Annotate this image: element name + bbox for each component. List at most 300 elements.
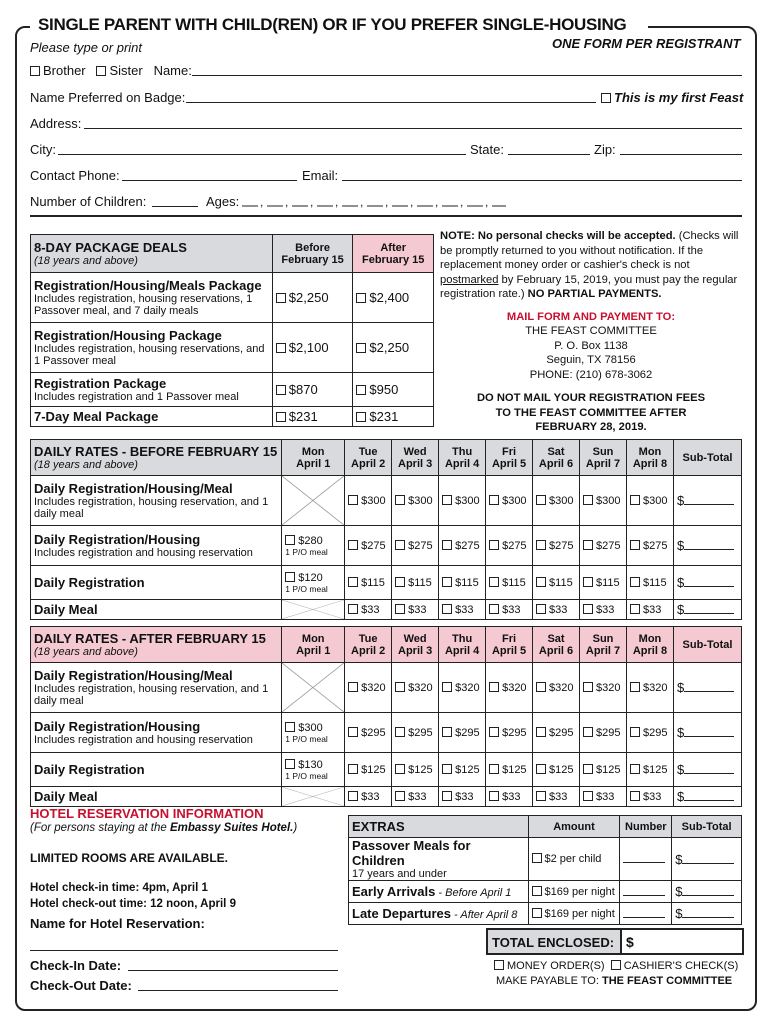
passover-note: 1 P/O meal	[285, 770, 328, 781]
dollar-sign: $	[676, 680, 685, 695]
checkbox[interactable]	[442, 764, 452, 774]
svg-text:,: ,	[310, 195, 314, 208]
no-partial-payments: NO PARTIAL PAYMENTS.	[527, 288, 662, 300]
monday-price[interactable]	[282, 566, 345, 600]
sister-label: Sister	[109, 63, 143, 78]
checkbox[interactable]	[285, 535, 295, 545]
rate-name: Daily Registration/Housing/Meal	[34, 481, 233, 496]
day-price[interactable]	[626, 566, 673, 600]
city-field[interactable]	[58, 154, 466, 155]
checkbox[interactable]	[532, 908, 542, 918]
children-count-field[interactable]	[152, 206, 198, 207]
checkbox[interactable]	[285, 759, 295, 769]
number-field[interactable]	[620, 881, 672, 903]
checkbox[interactable]	[489, 727, 499, 737]
checkbox[interactable]	[348, 577, 358, 587]
price: $320	[549, 681, 574, 694]
price: $33	[502, 603, 521, 616]
day-price[interactable]	[626, 713, 673, 753]
mail-block	[440, 310, 742, 383]
day-price[interactable]	[486, 526, 533, 566]
after-date: February 15	[362, 253, 425, 266]
monday-price[interactable]	[282, 753, 345, 787]
checkbox[interactable]	[442, 791, 452, 801]
extra-amount[interactable]	[528, 903, 620, 925]
price: $115	[455, 576, 479, 589]
table-row	[31, 600, 742, 620]
unavailable-cell	[282, 787, 345, 807]
day-price[interactable]	[486, 663, 533, 713]
package-desc: Includes registration, housing reservations, and 1 Passover meal	[34, 343, 265, 367]
badge-label: Name Preferred on Badge:	[30, 90, 186, 105]
checkbox[interactable]	[395, 727, 405, 737]
price: $125	[455, 763, 480, 776]
day-name: Tue	[358, 445, 378, 458]
dollar-sign: $	[626, 934, 634, 950]
price: $320	[455, 681, 480, 694]
day-price[interactable]	[345, 787, 392, 807]
address-line: Seguin, TX 78156	[546, 354, 636, 366]
before-price-cell[interactable]	[272, 407, 353, 427]
day-price[interactable]	[392, 526, 439, 566]
rate-name: Daily Meal	[34, 602, 98, 617]
day-price[interactable]	[626, 663, 673, 713]
number-field[interactable]	[620, 903, 672, 925]
sibling-row	[30, 63, 192, 78]
checkbox[interactable]	[395, 604, 405, 614]
checkbox[interactable]	[442, 577, 452, 587]
checkbox[interactable]	[348, 764, 358, 774]
price: $300	[502, 494, 527, 507]
price: $295	[549, 726, 574, 739]
day-date: April 6	[538, 457, 574, 470]
first-feast-option	[601, 90, 743, 105]
number-blank	[623, 862, 665, 863]
day-price[interactable]	[580, 787, 627, 807]
day-price[interactable]	[392, 566, 439, 600]
checkbox[interactable]	[583, 682, 593, 692]
rate-name: Daily Meal	[34, 789, 98, 804]
rate-name-cell	[31, 526, 282, 566]
day-price[interactable]	[626, 476, 673, 526]
checkbox[interactable]	[442, 682, 452, 692]
rate-name-cell	[31, 663, 282, 713]
badge-name-field[interactable]	[186, 102, 596, 103]
checkbox[interactable]	[536, 540, 546, 550]
day-price[interactable]	[392, 663, 439, 713]
checkbox[interactable]	[489, 577, 499, 587]
day-price[interactable]	[439, 566, 486, 600]
checkbox[interactable]	[356, 293, 366, 303]
checkbox[interactable]	[276, 343, 286, 353]
table-row	[31, 476, 742, 526]
checkbox[interactable]	[583, 764, 593, 774]
subtotal-field[interactable]	[673, 526, 741, 566]
checkbox[interactable]	[348, 727, 358, 737]
package-name: Registration/Housing Package	[34, 328, 222, 343]
before-price-cell[interactable]	[272, 373, 353, 407]
day-price[interactable]	[580, 476, 627, 526]
price: $2,100	[288, 340, 329, 355]
zip-field[interactable]	[620, 154, 742, 155]
price: $125	[408, 763, 433, 776]
checkbox[interactable]	[348, 682, 358, 692]
checkbox[interactable]	[536, 604, 546, 614]
package-name-cell	[31, 273, 273, 323]
reservation-name-label: Name for Hotel Reservation:	[30, 916, 205, 931]
brother-checkbox[interactable]	[30, 66, 40, 76]
day-price[interactable]	[345, 663, 392, 713]
limited-rooms: LIMITED ROOMS ARE AVAILABLE.	[30, 851, 228, 865]
day-price[interactable]	[580, 663, 627, 713]
day-name: Mon	[638, 632, 662, 645]
day-price[interactable]	[439, 526, 486, 566]
rate-name-cell	[31, 787, 282, 807]
package-row	[31, 407, 434, 427]
before-price-cell[interactable]	[272, 323, 353, 373]
ages-fields[interactable]	[240, 194, 508, 208]
subtotal-field[interactable]	[672, 903, 742, 925]
day-price[interactable]	[439, 663, 486, 713]
warning-line: DO NOT MAIL YOUR REGISTRATION FEES	[476, 392, 706, 404]
day-price[interactable]	[392, 787, 439, 807]
checkbox[interactable]	[489, 495, 499, 505]
checkbox[interactable]	[348, 604, 358, 614]
after-price-cell[interactable]	[353, 323, 434, 373]
checkbox[interactable]	[630, 682, 640, 692]
after-price-cell[interactable]	[353, 373, 434, 407]
day-price[interactable]	[533, 526, 580, 566]
dollar-sign: $	[676, 538, 685, 553]
sister-checkbox[interactable]	[96, 66, 106, 76]
subtotal-field[interactable]	[673, 663, 741, 713]
checkbox[interactable]	[489, 540, 499, 550]
phone-field[interactable]	[122, 180, 297, 181]
checkbox[interactable]	[630, 495, 640, 505]
package-desc: Includes registration, housing reservations, 1 Passover meal, and 7 daily meals	[34, 293, 253, 317]
price: $275	[642, 539, 668, 552]
subtotal-field[interactable]	[673, 753, 741, 787]
rates-header	[31, 627, 282, 663]
after-price-cell[interactable]	[353, 407, 434, 427]
unavailable-cell	[282, 663, 345, 713]
checkbox[interactable]	[276, 385, 286, 395]
price: $950	[369, 382, 399, 397]
day-header	[626, 440, 673, 476]
checkbox[interactable]	[348, 791, 358, 801]
monday-price[interactable]	[282, 713, 345, 753]
subtotal-header: Sub-Total	[672, 816, 742, 838]
checkbox[interactable]	[630, 604, 640, 614]
day-price[interactable]	[626, 526, 673, 566]
subtotal-field[interactable]	[673, 476, 741, 526]
day-price[interactable]	[392, 600, 439, 620]
price: $125	[549, 763, 574, 776]
package-desc: Includes registration and 1 Passover meal	[34, 391, 239, 403]
checkbox[interactable]	[630, 540, 640, 550]
day-price[interactable]	[580, 713, 627, 753]
day-name: Sun	[592, 632, 614, 645]
day-price[interactable]	[533, 600, 580, 620]
day-price[interactable]	[580, 566, 627, 600]
day-price[interactable]	[392, 476, 439, 526]
day-name: Sun	[592, 445, 614, 458]
day-price[interactable]	[533, 713, 580, 753]
checkbox[interactable]	[532, 886, 542, 896]
day-price[interactable]	[345, 600, 392, 620]
passover-note: 1 P/O meal	[285, 733, 328, 744]
day-price[interactable]	[533, 476, 580, 526]
package-row	[31, 323, 434, 373]
checkbox[interactable]	[583, 495, 593, 505]
extras-table	[348, 815, 742, 925]
checkbox[interactable]	[536, 577, 546, 587]
package-row	[31, 273, 434, 323]
checkbox[interactable]	[536, 764, 546, 774]
day-price[interactable]	[626, 753, 673, 787]
checkbox[interactable]	[395, 495, 405, 505]
dollar-sign: $	[676, 493, 685, 508]
price: $275	[408, 539, 433, 552]
price: $300	[361, 494, 386, 507]
day-price[interactable]	[439, 600, 486, 620]
price: $115	[549, 576, 573, 589]
checkbox[interactable]	[442, 727, 452, 737]
price: $115	[361, 576, 385, 589]
checkbox[interactable]	[532, 853, 542, 863]
price: $295	[408, 726, 433, 739]
checkbox[interactable]	[583, 791, 593, 801]
address-line: THE FEAST COMMITTEE	[525, 325, 657, 337]
checkbox[interactable]	[348, 495, 358, 505]
after-price-cell[interactable]	[353, 273, 434, 323]
hotel-subtitle	[30, 822, 297, 834]
checkbox[interactable]	[583, 577, 593, 587]
checkbox[interactable]	[630, 791, 640, 801]
name-field[interactable]	[192, 75, 742, 76]
checkbox[interactable]	[489, 604, 499, 614]
daily-rates-after-table	[30, 626, 742, 807]
address-field[interactable]	[84, 128, 742, 129]
price: $295	[596, 726, 621, 739]
payable-label: MAKE PAYABLE TO:	[496, 975, 602, 987]
day-price[interactable]	[392, 753, 439, 787]
checkbox[interactable]	[583, 604, 593, 614]
day-header	[626, 627, 673, 663]
svg-text:,: ,	[335, 195, 339, 208]
checkbox[interactable]	[583, 540, 593, 550]
price: $295	[455, 726, 480, 739]
checkbox[interactable]	[536, 682, 546, 692]
day-price[interactable]	[486, 753, 533, 787]
ages-label: Ages:	[206, 194, 240, 209]
price: $231	[288, 409, 318, 424]
cashier-check-checkbox[interactable]	[611, 960, 621, 970]
checkbox[interactable]	[536, 791, 546, 801]
warning-line: TO THE FEAST COMMITTEE AFTER	[495, 406, 687, 419]
extra-name: Late Departures	[352, 906, 451, 921]
subtotal-field[interactable]	[673, 713, 741, 753]
dollar-sign: $	[675, 906, 683, 921]
checkbox[interactable]	[630, 727, 640, 737]
price: $115	[502, 576, 526, 589]
extra-amount[interactable]	[528, 838, 620, 881]
day-price[interactable]	[345, 476, 392, 526]
note-underlined: postmarked	[440, 273, 499, 286]
day-price[interactable]	[486, 713, 533, 753]
extra-note: 17 years and under	[352, 868, 447, 880]
before-price-cell[interactable]	[272, 273, 353, 323]
extra-amount[interactable]	[528, 881, 620, 903]
subtotal-blank	[684, 736, 734, 737]
checkbox[interactable]	[536, 495, 546, 505]
rate-name: Daily Registration/Housing	[34, 719, 201, 734]
checkin-time: Hotel check-in time: 4pm, April 1	[30, 882, 208, 894]
checkbox[interactable]	[536, 727, 546, 737]
day-price[interactable]	[392, 713, 439, 753]
table-row	[31, 566, 742, 600]
day-price[interactable]	[533, 787, 580, 807]
subtotal-blank	[684, 586, 734, 587]
subtotal-field[interactable]	[672, 838, 742, 881]
checkbox[interactable]	[442, 495, 452, 505]
day-price[interactable]	[580, 600, 627, 620]
day-price[interactable]	[439, 713, 486, 753]
day-price[interactable]	[486, 600, 533, 620]
total-field[interactable]	[622, 930, 742, 953]
dollar-sign: $	[676, 762, 685, 777]
checkbox[interactable]	[630, 577, 640, 587]
rate-name-cell	[31, 476, 282, 526]
subtotal-field[interactable]	[673, 600, 741, 620]
passover-note: 1 P/O meal	[285, 583, 328, 594]
table-row	[349, 903, 742, 925]
checkbox[interactable]	[395, 540, 405, 550]
rate-name: Daily Registration	[34, 762, 145, 777]
table-row	[31, 787, 742, 807]
price: $33	[596, 790, 615, 803]
day-name: Wed	[403, 632, 427, 645]
day-name: Tue	[358, 632, 378, 645]
day-date: April 8	[632, 457, 668, 470]
checkbox[interactable]	[395, 764, 405, 774]
subtotal-field[interactable]	[673, 566, 741, 600]
checkin-date-label: Check-In Date:	[30, 958, 122, 973]
day-price[interactable]	[533, 753, 580, 787]
day-price[interactable]	[345, 713, 392, 753]
day-price[interactable]	[345, 526, 392, 566]
day-price[interactable]	[533, 663, 580, 713]
checkbox[interactable]	[442, 540, 452, 550]
price: $130	[298, 758, 323, 771]
svg-text:,: ,	[410, 195, 414, 208]
checkbox[interactable]	[356, 343, 366, 353]
state-label: State:	[470, 142, 504, 157]
day-price[interactable]	[439, 787, 486, 807]
checkbox[interactable]	[489, 764, 499, 774]
price: $33	[408, 790, 427, 803]
address-label: Address:	[30, 116, 82, 131]
checkbox[interactable]	[395, 682, 405, 692]
email-field[interactable]	[342, 180, 742, 181]
number-field[interactable]	[620, 838, 672, 881]
day-price[interactable]	[439, 476, 486, 526]
note-bold: NOTE: No personal checks will be accepted.	[440, 230, 676, 242]
day-price[interactable]	[486, 566, 533, 600]
rate-name: Daily Registration/Housing/Meal	[34, 668, 233, 683]
cashier-check-label: CASHIER'S CHECK(S)	[623, 960, 739, 972]
price: $280	[298, 534, 323, 547]
table-header-row	[31, 440, 742, 476]
day-price[interactable]	[580, 753, 627, 787]
checkbox[interactable]	[395, 577, 405, 587]
subtotal-field[interactable]	[672, 881, 742, 903]
address-line: P. O. Box 1138	[554, 339, 628, 352]
day-price[interactable]	[533, 566, 580, 600]
day-price[interactable]	[345, 753, 392, 787]
subtotal-header: Sub-Total	[673, 440, 741, 476]
checkbox[interactable]	[630, 764, 640, 774]
checkout-date-field[interactable]	[138, 990, 338, 991]
price: $320	[596, 681, 621, 694]
day-price[interactable]	[486, 787, 533, 807]
hotel-title: HOTEL RESERVATION INFORMATION	[30, 806, 264, 821]
day-price[interactable]	[580, 526, 627, 566]
before-header	[272, 235, 353, 273]
rate-desc: Includes registration, housing reservation, and 1 daily meal	[34, 683, 269, 707]
day-date: April 2	[351, 457, 386, 470]
rate-desc: Includes registration, housing reservation, and 1 daily meal	[34, 496, 269, 520]
unavailable-cell	[282, 476, 345, 526]
city-label: City:	[30, 142, 56, 157]
before-label: Before	[295, 241, 331, 254]
checkbox[interactable]	[348, 540, 358, 550]
checkbox[interactable]	[285, 722, 295, 732]
day-price[interactable]	[626, 787, 673, 807]
checkbox[interactable]	[276, 412, 286, 422]
checkbox[interactable]	[489, 682, 499, 692]
phone-line: PHONE: (210) 678-3062	[529, 368, 653, 381]
checkbox[interactable]	[356, 412, 366, 422]
checkbox[interactable]	[285, 572, 295, 582]
svg-text:,: ,	[485, 195, 489, 208]
money-order-checkbox[interactable]	[494, 960, 504, 970]
day-price[interactable]	[345, 566, 392, 600]
day-price[interactable]	[486, 476, 533, 526]
checkbox[interactable]	[276, 293, 286, 303]
checkbox[interactable]	[489, 791, 499, 801]
first-feast-checkbox[interactable]	[601, 93, 611, 103]
checkbox[interactable]	[583, 727, 593, 737]
price: $125	[642, 763, 668, 776]
monday-price[interactable]	[282, 526, 345, 566]
state-field[interactable]	[508, 154, 590, 155]
extra-name-cell	[349, 881, 529, 903]
checkin-date-field[interactable]	[128, 970, 338, 971]
checkbox[interactable]	[442, 604, 452, 614]
day-price[interactable]	[439, 753, 486, 787]
day-header	[580, 627, 627, 663]
day-price[interactable]	[626, 600, 673, 620]
dollar-sign: $	[676, 602, 685, 617]
table-row	[349, 881, 742, 903]
reservation-name-field[interactable]	[30, 950, 338, 951]
before-date: February 15	[281, 253, 344, 266]
checkbox[interactable]	[356, 385, 366, 395]
checkbox[interactable]	[395, 791, 405, 801]
subtotal-field[interactable]	[673, 787, 741, 807]
passover-note: 1 P/O meal	[285, 546, 328, 557]
